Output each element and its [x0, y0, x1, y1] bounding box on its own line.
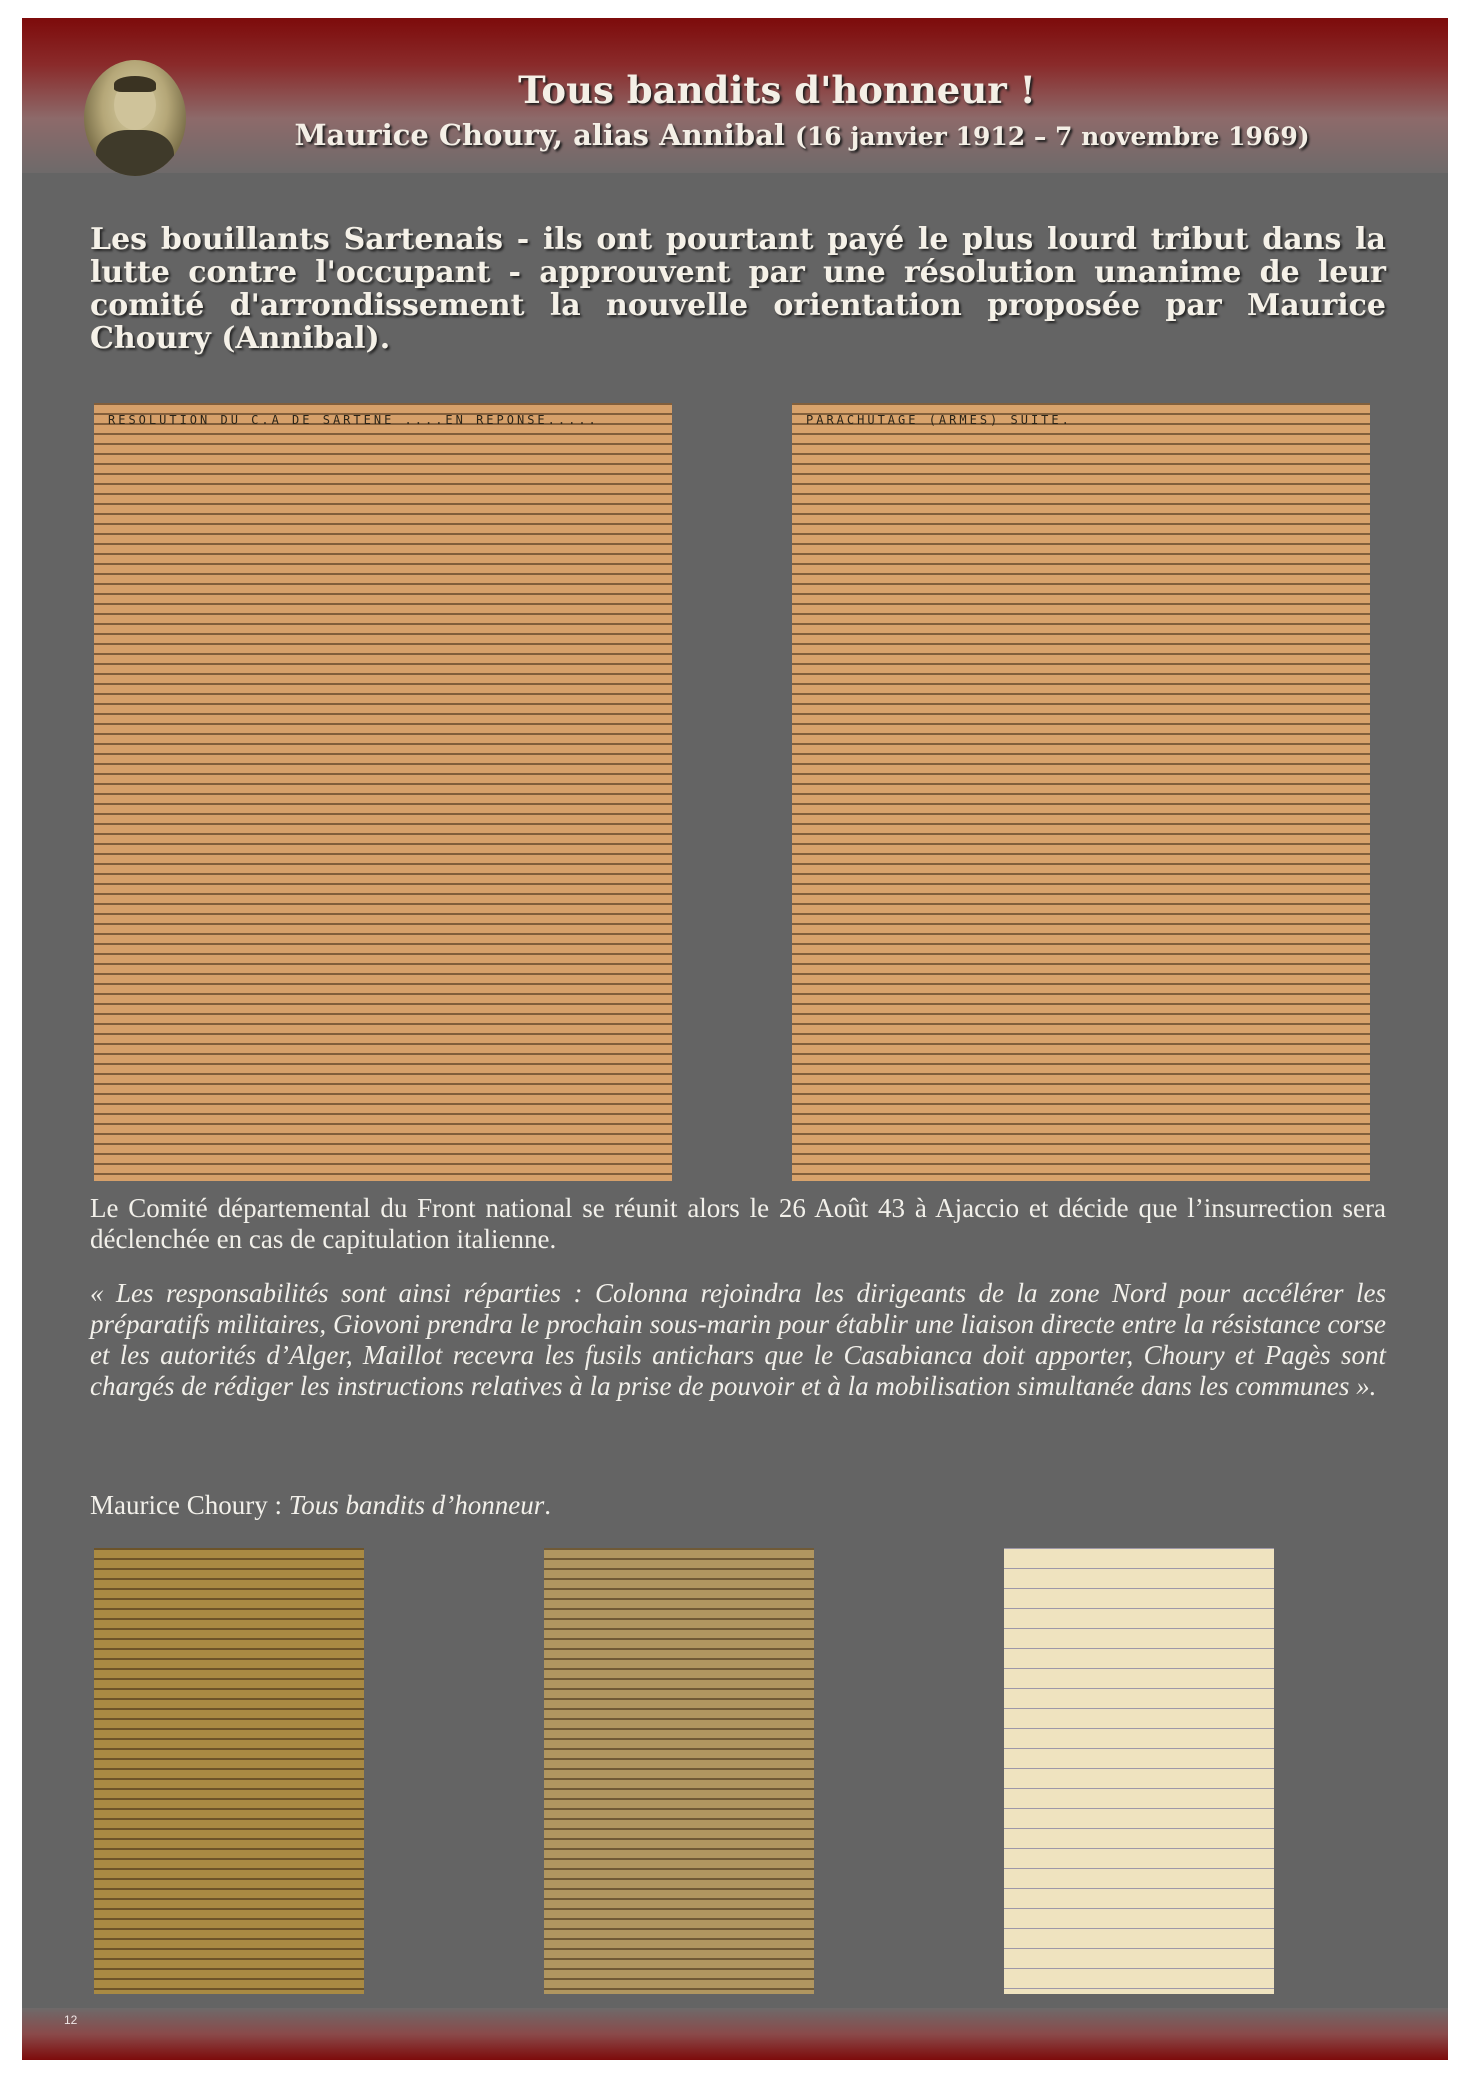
lead-paragraph: Les bouillants Sartenais - ils ont pourtant payé le plus lourd tribut dans la lutte contre l'occupant - approuvent par une résolution unanime de leur comité d'arrondissement la nouvelle orientation proposée par Maurice Choury (Annibal).	[90, 222, 1386, 356]
document-scan-typed-1	[94, 1548, 364, 1994]
subtitle-name: Maurice Choury, alias Annibal	[294, 118, 785, 152]
document-scan-resolution	[94, 403, 672, 1181]
page-subtitle	[202, 118, 1402, 152]
page-title: Tous bandits d'honneur !	[518, 68, 1036, 112]
quote-paragraph: « Les responsabilités sont ainsi réparties : Colonna rejoindra les dirigeants de la zone Nord pour accélérer les préparatifs militaires, Giovoni prendra le prochain sous-marin pour établir une liaison directe entre la résistance corse et les autorités d’Alger, Maillot recevra les fusils antichars que le Casabianca doit apporter, Choury et Pagès sont chargés de rédiger les instructions relatives à la prise de pouvoir et à la mobilisation simultanée dans les communes ».	[90, 1278, 1386, 1401]
source-author: Maurice Choury :	[90, 1490, 289, 1520]
source-work: Tous bandits d’honneur	[288, 1490, 545, 1520]
portrait-photo	[84, 60, 186, 176]
source-end: .	[544, 1490, 551, 1520]
body-paragraph-1: Le Comité départemental du Front national se réunit alors le 26 Août 43 à Ajaccio et décide que l’insurrection sera déclenchée en cas de capitulation italienne.	[90, 1193, 1386, 1254]
document-heading: RESOLUTION DU C.A DE SARTENE ....EN REPONSE.....	[108, 413, 599, 427]
poster-page	[22, 18, 1448, 2060]
footer-banner	[22, 2008, 1448, 2060]
document-scan-typed-2	[544, 1548, 814, 1994]
document-scan-handwritten	[1004, 1548, 1274, 1994]
document-scan-parachutage	[792, 403, 1370, 1181]
quote-source	[90, 1490, 1386, 1521]
page-number: 12	[64, 2013, 78, 2027]
subtitle-dates: (16 janvier 1912 – 7 novembre 1969)	[795, 122, 1310, 151]
document-heading: PARACHUTAGE (ARMES) SUITE.	[806, 413, 1072, 427]
